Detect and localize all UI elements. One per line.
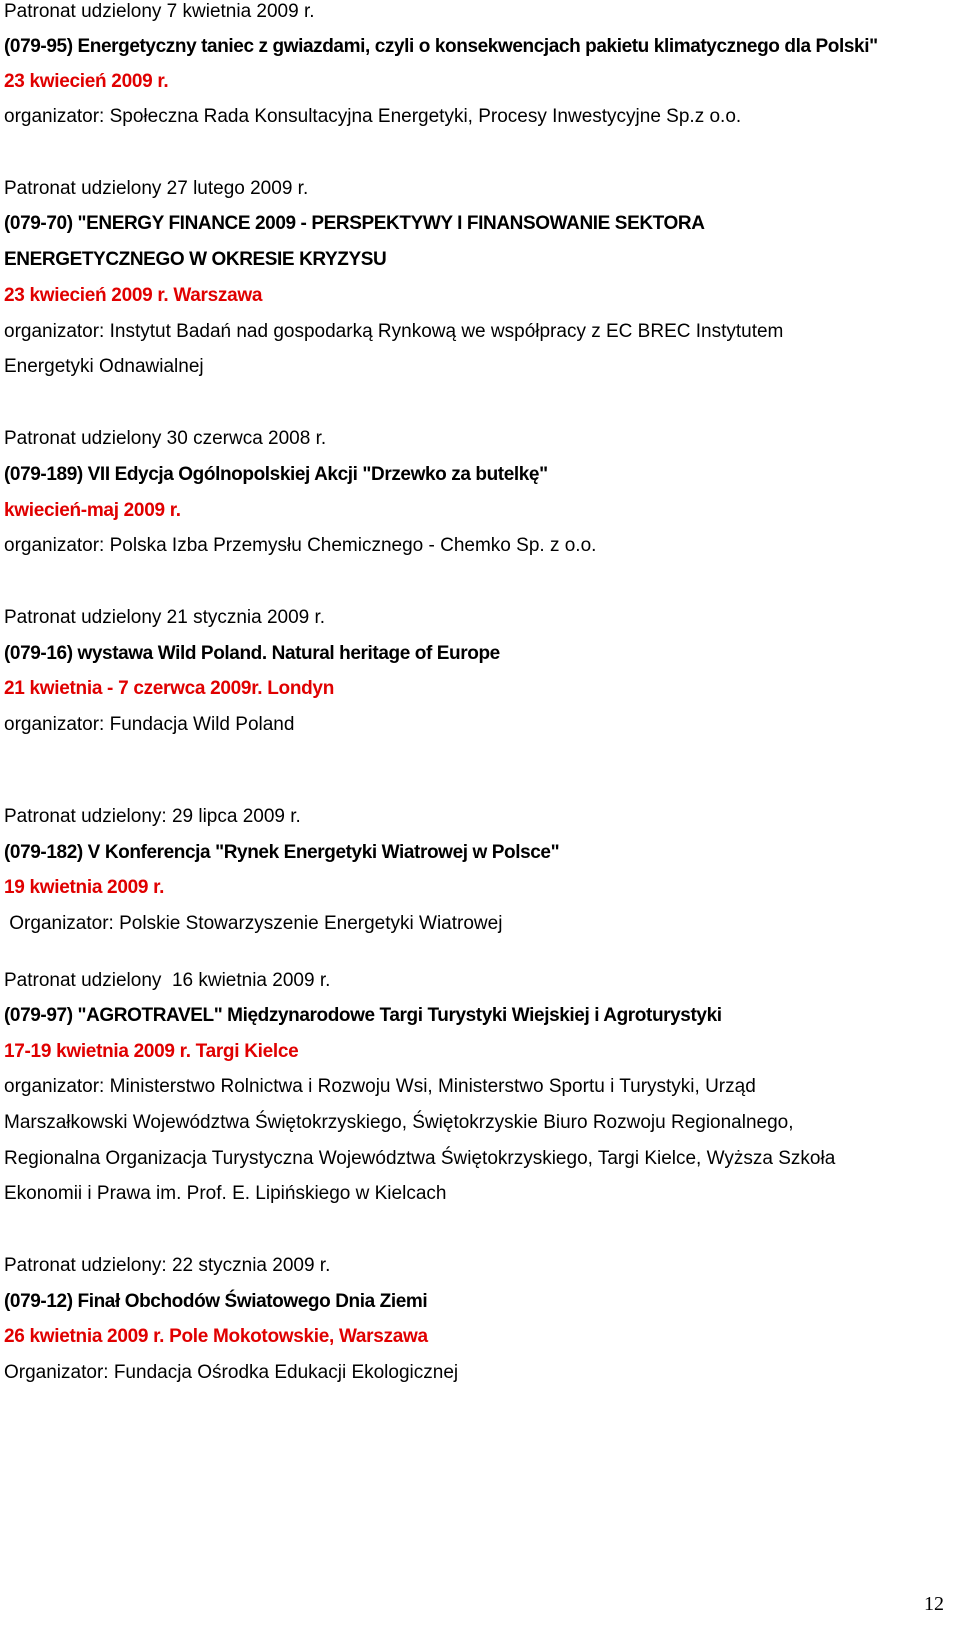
event-date: kwiecień-maj 2009 r. <box>4 500 181 521</box>
event-date: 19 kwietnia 2009 r. <box>4 877 165 898</box>
event-title: (079-16) wystawa Wild Poland. Natural heritage of Europe <box>4 643 500 664</box>
patronage-line: Patronat udzielony 16 kwietnia 2009 r. <box>4 970 331 991</box>
event-date: 17-19 kwietnia 2009 r. Targi Kielce <box>4 1041 299 1062</box>
page-number: 12 <box>924 1593 944 1615</box>
event-organizer: organizator: Ministerstwo Rolnictwa i Rozwoju Wsi, Ministerstwo Sportu i Turystyki, Urząd <box>4 1076 756 1097</box>
event-date: 26 kwietnia 2009 r. Pole Mokotowskie, Warszawa <box>4 1326 428 1347</box>
event-organizer: Organizator: Polskie Stowarzyszenie Energetyki Wiatrowej <box>4 913 503 934</box>
event-organizer-continued: Energetyki Odnawialnej <box>4 356 204 377</box>
event-organizer: Organizator: Fundacja Ośrodka Edukacji Ekologicznej <box>4 1362 459 1383</box>
event-date: 23 kwiecień 2009 r. Warszawa <box>4 285 263 306</box>
patronage-line: Patronat udzielony: 29 lipca 2009 r. <box>4 806 301 827</box>
patronage-line: Patronat udzielony 21 stycznia 2009 r. <box>4 607 326 628</box>
event-title: (079-189) VII Edycja Ogólnopolskiej Akcji "Drzewko za butelkę" <box>4 464 548 485</box>
event-title: (079-95) Energetyczny taniec z gwiazdami, czyli o konsekwencjach pakietu klimatycznego dla Polski" <box>4 36 878 57</box>
patronage-line: Patronat udzielony: 22 stycznia 2009 r. <box>4 1255 331 1276</box>
patronage-line: Patronat udzielony 27 lutego 2009 r. <box>4 178 309 199</box>
event-title-continued: ENERGETYCZNEGO W OKRESIE KRYZYSU <box>4 249 387 270</box>
event-organizer: organizator: Fundacja Wild Poland <box>4 714 295 735</box>
event-organizer-continued: Marszałkowski Województwa Świętokrzyskiego, Świętokrzyskie Biuro Rozwoju Regionalnego, <box>4 1112 794 1133</box>
event-title: (079-12) Finał Obchodów Światowego Dnia Ziemi <box>4 1291 428 1312</box>
patronage-line: Patronat udzielony 7 kwietnia 2009 r. <box>4 1 315 22</box>
event-organizer: organizator: Społeczna Rada Konsultacyjna Energetyki, Procesy Inwestycyjne Sp.z o.o. <box>4 106 742 127</box>
patronage-line: Patronat udzielony 30 czerwca 2008 r. <box>4 428 327 449</box>
event-title: (079-182) V Konferencja "Rynek Energetyki Wiatrowej w Polsce" <box>4 842 560 863</box>
event-organizer: organizator: Instytut Badań nad gospodarką Rynkową we współpracy z EC BREC Instytutem <box>4 321 784 342</box>
event-title: (079-70) "ENERGY FINANCE 2009 - PERSPEKTYWY I FINANSOWANIE SEKTORA <box>4 213 705 234</box>
event-organizer: organizator: Polska Izba Przemysłu Chemicznego - Chemko Sp. z o.o. <box>4 535 597 556</box>
event-date: 21 kwietnia - 7 czerwca 2009r. Londyn <box>4 678 335 699</box>
event-organizer-continued: Ekonomii i Prawa im. Prof. E. Lipińskiego w Kielcach <box>4 1183 447 1204</box>
event-organizer-continued: Regionalna Organizacja Turystyczna Województwa Świętokrzyskiego, Targi Kielce, Wyższa Szkoła <box>4 1148 836 1169</box>
event-date: 23 kwiecień 2009 r. <box>4 71 169 92</box>
event-title: (079-97) "AGROTRAVEL" Międzynarodowe Targi Turystyki Wiejskiej i Agroturystyki <box>4 1005 722 1026</box>
